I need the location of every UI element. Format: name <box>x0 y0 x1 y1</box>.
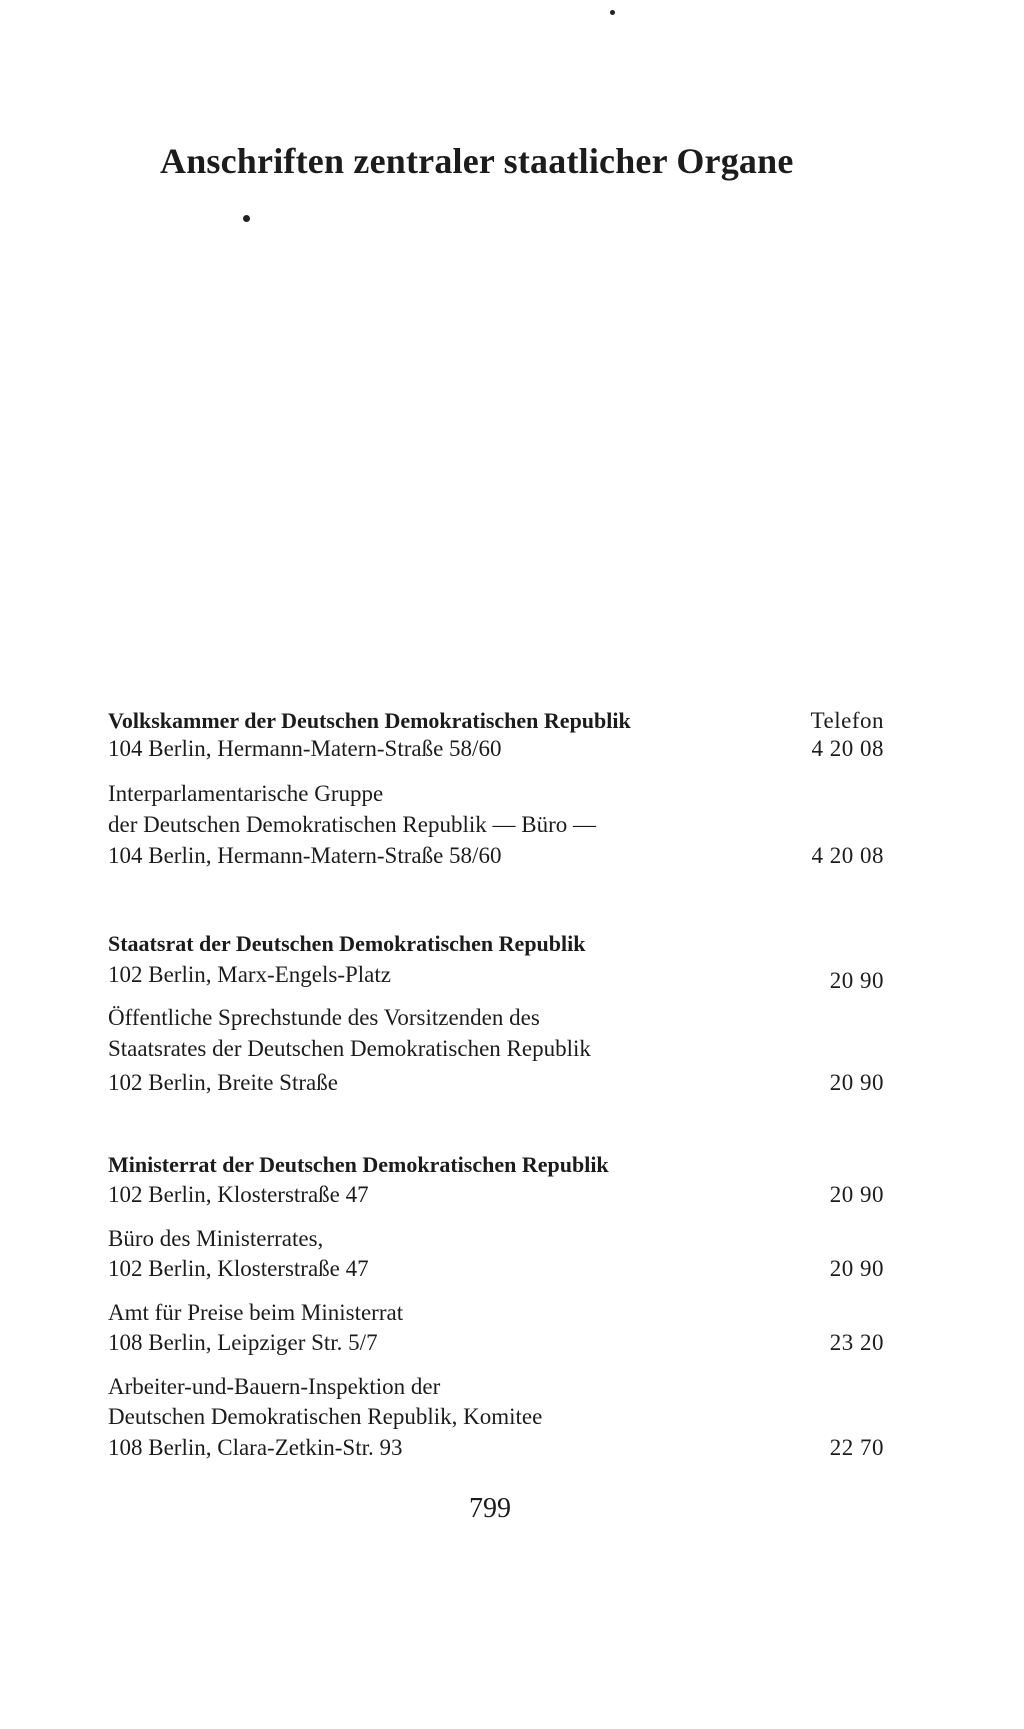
address-line <box>108 1068 884 1098</box>
entry-line <box>108 1402 884 1432</box>
address-line <box>108 1180 884 1210</box>
entry-text: Staatsrates der Deutschen Demokratischen Republik <box>108 1036 591 1061</box>
section-heading-staatsrat <box>108 929 884 959</box>
address-line <box>108 960 884 993</box>
entry-text: Arbeiter-und-Bauern-Inspektion der <box>108 1374 441 1399</box>
phone-number: 20 90 <box>829 968 884 993</box>
entry-text: der Deutschen Demokratischen Republik — Büro — <box>108 812 596 837</box>
entry-text: Öffentliche Sprechstunde des Vorsitzenden des <box>108 1005 540 1030</box>
phone-number: 4 20 08 <box>811 843 884 868</box>
entry-text: Büro des Ministerrates, <box>108 1226 324 1251</box>
section-heading-volkskammer <box>108 706 884 736</box>
address-line <box>108 1433 884 1463</box>
entry-text: Interparlamentarische Gruppe <box>108 781 384 806</box>
entry-line <box>108 1003 884 1033</box>
phone-number: 23 20 <box>829 1330 884 1355</box>
phone-number: 22 70 <box>829 1435 884 1460</box>
entry-text: 108 Berlin, Clara-Zetkin-Str. 93 <box>108 1435 403 1460</box>
entry-text: Staatsrat der Deutschen Demokratischen Republik <box>108 931 586 956</box>
entry-text: 102 Berlin, Marx-Engels-Platz <box>108 962 391 987</box>
page-number: 799 <box>469 1493 511 1524</box>
phone-number: 20 90 <box>829 1070 884 1095</box>
entry-line <box>108 1372 884 1402</box>
entry-text: Deutschen Demokratischen Republik, Komitee <box>108 1404 543 1429</box>
section-heading-ministerrat <box>108 1150 884 1180</box>
entry-text: Ministerrat der Deutschen Demokratischen Republik <box>108 1152 609 1177</box>
entry-text: Amt für Preise beim Ministerrat <box>108 1300 404 1325</box>
entry-text: 104 Berlin, Hermann-Matern-Straße 58/60 <box>108 736 502 761</box>
entry-text: 102 Berlin, Breite Straße <box>108 1070 338 1095</box>
entry-line <box>108 810 884 840</box>
entry-text: 104 Berlin, Hermann-Matern-Straße 58/60 <box>108 843 502 868</box>
address-line <box>108 841 884 871</box>
phone-number: 4 20 08 <box>811 736 884 761</box>
page-title: Anschriften zentraler staatlicher Organe <box>160 141 794 181</box>
telefon-column-header: Telefon <box>810 708 884 733</box>
entry-line <box>108 1034 884 1064</box>
print-speck <box>610 10 615 15</box>
address-line <box>108 1328 884 1358</box>
entry-text: 102 Berlin, Klosterstraße 47 <box>108 1256 369 1281</box>
print-speck <box>243 215 250 222</box>
entry-text: 108 Berlin, Leipziger Str. 5/7 <box>108 1330 378 1355</box>
address-line <box>108 734 884 764</box>
entry-line <box>108 1224 884 1254</box>
entry-line <box>108 1298 884 1328</box>
phone-number: 20 90 <box>829 1256 884 1281</box>
address-line <box>108 1254 884 1284</box>
entry-text: Volkskammer der Deutschen Demokratischen Republik <box>108 708 631 733</box>
phone-number: 20 90 <box>829 1182 884 1207</box>
entry-line <box>108 779 884 809</box>
entry-text: 102 Berlin, Klosterstraße 47 <box>108 1182 369 1207</box>
